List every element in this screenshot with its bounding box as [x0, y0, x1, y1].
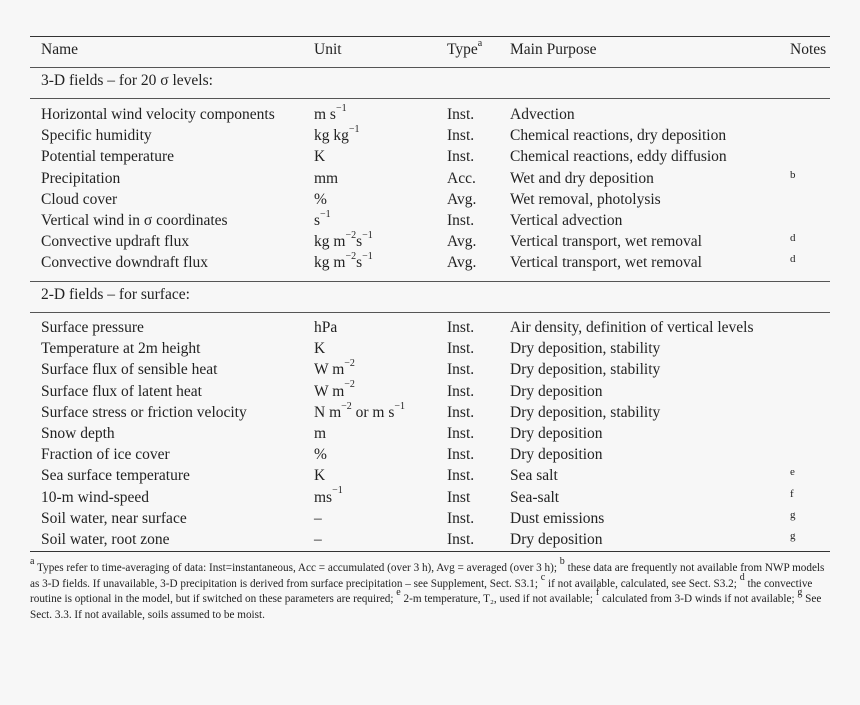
footnote-mark: e	[396, 587, 401, 599]
section-rule-3d	[30, 98, 830, 99]
header-notes: Notes	[790, 41, 827, 58]
cell-purpose: Vertical transport, wet removal	[510, 254, 702, 272]
cell-name: Surface flux of sensible heat	[41, 361, 218, 379]
cell-type: Inst.	[447, 361, 475, 379]
cell-purpose: Dust emissions	[510, 509, 605, 527]
cell-type: Inst.	[447, 148, 475, 166]
cell-name: Convective updraft flux	[41, 233, 190, 251]
cell-purpose: Dry deposition	[510, 531, 603, 548]
cell-name: Temperature at 2m height	[41, 340, 201, 358]
cell-type: Inst.	[447, 340, 475, 358]
table-row	[0, 190, 860, 210]
header-rule	[30, 67, 830, 68]
cell-purpose: Air density, definition of vertical levels	[510, 319, 754, 336]
cell-purpose: Dry deposition, stability	[510, 361, 661, 379]
cell-note: g	[790, 508, 796, 521]
top-rule	[30, 36, 830, 37]
cell-unit: kg $m^{-2}s^{-1}$	[314, 251, 373, 272]
cell-type: Inst	[447, 488, 471, 506]
table-row	[0, 318, 860, 338]
cell-unit: K	[314, 148, 326, 166]
cell-unit: K	[314, 340, 326, 358]
cell-type: Avg.	[447, 233, 477, 251]
cell-type: Inst.	[447, 509, 475, 527]
cell-name: Convective downdraft flux	[41, 254, 209, 272]
header-unit: Unit	[314, 41, 342, 58]
footnote-text: Types refer to time-averaging of data: Inst=instantaneous, Acc = accumulated (over 3 h), Avg = averaged (over 3 h);	[34, 562, 560, 574]
cell-unit: m $s^{-1}$	[314, 102, 347, 123]
cell-purpose: Vertical advection	[510, 212, 623, 229]
table-header	[0, 37, 860, 60]
cell-unit: K	[314, 467, 326, 485]
cell-unit: %	[314, 190, 327, 208]
cell-purpose: Advection	[510, 106, 575, 123]
table-row	[0, 102, 860, 125]
table-row	[0, 424, 860, 444]
table-row	[0, 445, 860, 465]
table-row	[0, 147, 860, 167]
cell-name: Fraction of ice cover	[41, 446, 170, 464]
cell-unit: –	[314, 509, 322, 527]
cell-purpose: Chemical reactions, dry deposition	[510, 127, 727, 145]
cell-purpose: Chemical reactions, eddy diffusion	[510, 148, 727, 166]
footnote-mark: c	[540, 571, 546, 583]
cell-unit: $s^{-1}$	[314, 208, 331, 229]
cell-note: f	[790, 487, 794, 500]
table-row	[0, 530, 860, 550]
cell-name: Surface stress or friction velocity	[41, 403, 247, 421]
cell-unit: mm	[314, 169, 339, 187]
cell-name: Precipitation	[41, 169, 121, 187]
table-row	[0, 169, 860, 189]
cell-purpose: Wet removal, photolysis	[510, 190, 661, 208]
cell-name: Soil water, root zone	[41, 531, 170, 548]
cell-type: Inst.	[447, 382, 475, 400]
cell-purpose: Vertical transport, wet removal	[510, 233, 702, 251]
cell-type: Inst.	[447, 467, 475, 485]
cell-unit: W $m^{-2}$	[314, 379, 355, 400]
footnote-mark: d	[739, 571, 745, 583]
cell-type: Inst.	[447, 319, 475, 336]
footnote-text: calculated from 3-D winds if not available;	[599, 593, 798, 605]
footnote-text: 2-m temperature, T₂, used if not available;	[400, 593, 596, 605]
footnote-text: See Sect. 3.3. If not available, soils assumed to be moist.	[30, 593, 822, 621]
cell-note: e	[790, 466, 795, 479]
footnote-mark: f	[595, 587, 600, 599]
cell-unit: kg $kg^{-1}$	[314, 124, 360, 145]
cell-type: Acc.	[447, 169, 476, 187]
cell-name: Surface flux of latent heat	[41, 382, 202, 400]
section-rule-2d	[30, 312, 830, 313]
cell-name: Surface pressure	[41, 319, 144, 336]
cell-type: Avg.	[447, 190, 477, 208]
cell-purpose: Sea salt	[510, 467, 558, 485]
section-title-3d: 3-D fields – for 20 σ levels:	[41, 72, 213, 89]
cell-unit: N $m^{-2}$ or m $s^{-1}$	[314, 400, 406, 421]
cell-name: Horizontal wind velocity components	[41, 106, 275, 123]
cell-type: Inst.	[447, 446, 475, 464]
cell-purpose: Wet and dry deposition	[510, 169, 654, 187]
cell-purpose: Dry deposition	[510, 425, 603, 442]
cell-note: b	[790, 168, 796, 181]
cell-name: Vertical wind in σ coordinates	[41, 212, 228, 229]
table-row	[0, 253, 860, 273]
cell-note: d	[790, 253, 796, 266]
cell-name: Potential temperature	[41, 148, 174, 166]
section-divider	[30, 281, 830, 282]
cell-unit: kg $m^{-2}s^{-1}$	[314, 230, 373, 251]
footnote-text: if not available, calculated, see Sect. S3.2;	[545, 577, 740, 590]
footnote-text: the convective routine is optional in the model, but if switched on these parameters are required;	[30, 577, 813, 605]
cell-name: 10-m wind-speed	[41, 488, 150, 506]
footnote-mark: b	[559, 556, 565, 568]
cell-type: Inst.	[447, 127, 475, 145]
cell-unit: W $m^{-2}$	[314, 358, 355, 379]
table-footnote	[30, 556, 835, 623]
cell-purpose: Dry deposition, stability	[510, 403, 661, 421]
footnote-text: these data are frequently not available from NWP models as 3-D fields. If unavailable, 3-D precipitation is derived from surface precipitation – see Supplement, Sect. S3.1;	[30, 562, 825, 590]
cell-name: Specific humidity	[41, 127, 152, 145]
bottom-rule	[30, 551, 830, 552]
cell-name: Soil water, near surface	[41, 509, 187, 527]
table-row	[0, 379, 860, 402]
table-row	[0, 232, 860, 252]
header-name: Name	[41, 41, 79, 58]
cell-type: Inst.	[447, 106, 475, 123]
cell-name: Cloud cover	[41, 190, 118, 208]
cell-unit: –	[314, 531, 322, 548]
header-type: Type$^a$	[447, 37, 483, 58]
cell-name: Sea surface temperature	[41, 467, 190, 485]
header-purpose: Main Purpose	[510, 41, 597, 58]
table-row	[0, 360, 860, 380]
cell-type: Inst.	[447, 403, 475, 421]
cell-purpose: Dry deposition, stability	[510, 340, 661, 358]
section-title-2d: 2-D fields – for surface:	[41, 286, 190, 303]
table-row	[0, 466, 860, 486]
cell-type: Inst.	[447, 531, 475, 548]
cell-note: g	[790, 530, 796, 542]
footnote-mark: a	[30, 556, 35, 568]
table-row	[0, 400, 860, 423]
table-row	[0, 509, 860, 529]
footnote-mark: g	[797, 587, 803, 599]
table-row	[0, 339, 860, 359]
cell-unit: %	[314, 446, 327, 464]
table-row	[0, 126, 860, 146]
cell-purpose: Sea-salt	[510, 488, 560, 506]
cell-type: Inst.	[447, 425, 475, 442]
cell-note: d	[790, 232, 796, 245]
table-row	[0, 485, 860, 508]
cell-purpose: Dry deposition	[510, 382, 603, 400]
cell-unit: $ms^{-1}$	[314, 485, 343, 506]
cell-type: Inst.	[447, 212, 475, 229]
cell-type: Avg.	[447, 254, 477, 272]
cell-purpose: Dry deposition	[510, 446, 603, 464]
cell-name: Snow depth	[41, 425, 115, 442]
cell-unit: hPa	[314, 319, 338, 336]
cell-unit: m	[314, 425, 327, 442]
table-row	[0, 208, 860, 231]
